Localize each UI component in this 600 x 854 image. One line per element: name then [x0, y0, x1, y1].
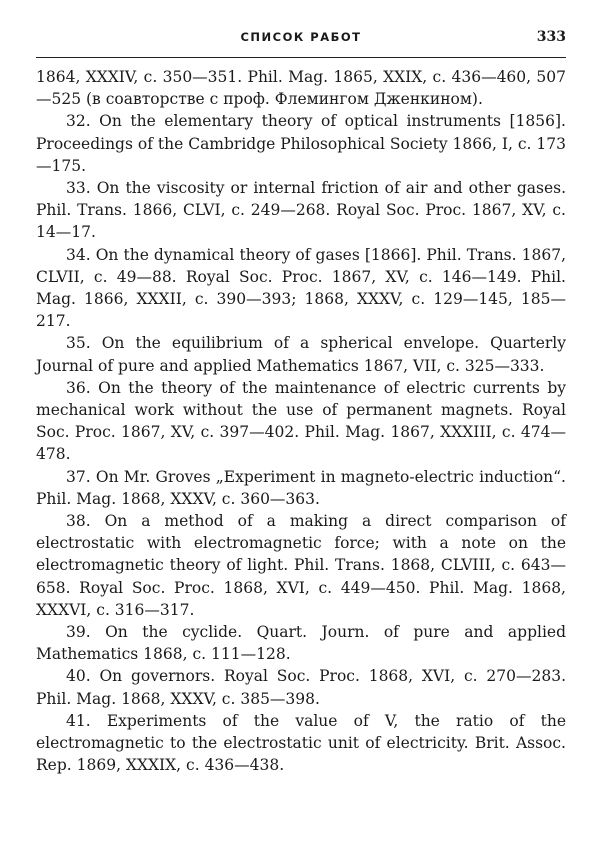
bibliography-entry-33: 33. On the viscosity or internal friction of air and other gases. Phil. Trans. 1866, CLVI, с. 249—268. Royal Soc. Proc. 1867, XV, с. 14—17. [36, 179, 566, 242]
bibliography-entry-41: 41. Experiments of the value of V, the ratio of the electromagnetic to the electrostatic unit of electricity. Brit. Assoc. Rep. 1869, XXXIX, с. 436—438. [36, 711, 566, 775]
page-header [36, 30, 566, 52]
bibliography-entry-32: 32. On the elementary theory of optical instruments [1856]. Proceedings of the Cambridge Philosophical Society 1866, I, с. 173—175. [36, 112, 566, 175]
running-title: СПИСОК РАБОТ [240, 30, 362, 44]
bibliography-entry-39: 39. On the cyclide. Quart. Journ. of pure and applied Mathematics 1868, с. 111—128. [36, 623, 566, 664]
header-rule [36, 57, 566, 58]
bibliography-entry-35: 35. On the equilibrium of a spherical envelope. Quarterly Journal of pure and applied Mathematics 1867, VII, с. 325—333. [36, 334, 566, 375]
bibliography-entry-38: 38. On a method of a making a direct comparison of electrostatic with electromagnetic force; with a note on the electromagnetic theory of light. Phil. Trans. 1868, CLVIII, с. 643—658. Royal Soc. Proc. 1868, XVI, с. 449—450. Phil. Mag. 1868, XXXVI, с. 316—317. [36, 512, 566, 619]
bibliography-entry-34: 34. On the dynamical theory of gases [1866]. Phil. Trans. 1867, CLVII, с. 49—88. Royal Soc. Proc. 1867, XV, с. 146—149. Phil. Mag. 1866, XXXII, с. 390—393; 1868, XXXV, с. 129—145, 185—217. [36, 245, 566, 331]
bibliography-entry-37: 37. On Mr. Groves „Experiment in magneto-electric induction“. Phil. Mag. 1868, XXXV, с. 360—363. [36, 467, 566, 508]
bibliography-entry-40: 40. On governors. Royal Soc. Proc. 1868, XVI, с. 270—283. Phil. Mag. 1868, XXXV, с. 385—398. [36, 667, 566, 708]
bibliography-entry-36: 36. On the theory of the maintenance of electric currents by mechanical work without the use of permanent magnets. Royal Soc. Proc. 1867, XV, с. 397—402. Phil. Mag. 1867, XXXIII, с. 474—478. [36, 378, 566, 464]
bibliography-entry-continued: 1864, XXXIV, с. 350—351. Phil. Mag. 1865, XXIX, с. 436—460, 507—525 (в соавторстве с проф. Флемингом Дженкином). [36, 68, 566, 109]
bibliography-list [36, 66, 566, 777]
page-number: 333 [536, 29, 566, 45]
